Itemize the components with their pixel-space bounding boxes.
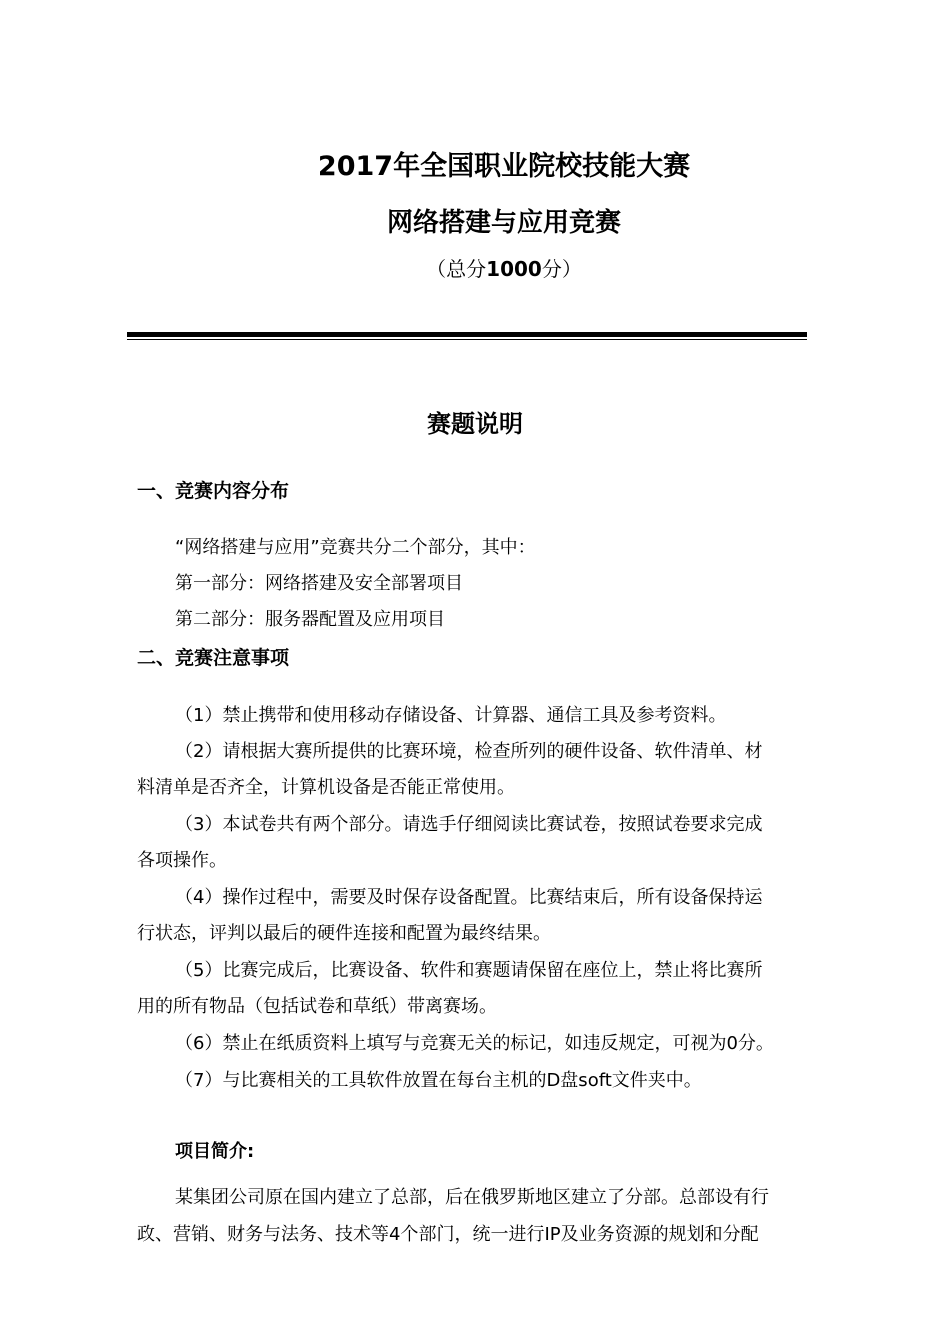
title-divider-thin — [127, 339, 807, 340]
rule-3-line-1: （3）本试卷共有两个部分。请选手仔细阅读比赛试卷，按照试卷要求完成 — [175, 814, 763, 835]
sub-title: 网络搭建与应用竞赛 — [386, 208, 621, 238]
rule-5-line-1: （5）比赛完成后，比赛设备、软件和赛题请保留在座位上，禁止将比赛所 — [175, 960, 763, 981]
rule-1: （1）禁止携带和使用移动存储设备、计算器、通信工具及参考资料。 — [175, 705, 727, 726]
part1-item-2: 第二部分：服务器配置及应用项目 — [175, 609, 445, 630]
rule-6: （6）禁止在纸质资料上填写与竞赛无关的标记，如违反规定，可视为0分。 — [175, 1033, 774, 1054]
part2-heading: 二、竞赛注意事项 — [137, 647, 290, 669]
rule-4-line-2: 行状态，评判以最后的硬件连接和配置为最终结果。 — [137, 923, 551, 944]
project-line-1: 某集团公司原在国内建立了总部，后在俄罗斯地区建立了分部。总部设有行 — [175, 1187, 769, 1208]
total-score — [0, 255, 950, 283]
part1-intro: “网络搭建与应用”竞赛共分二个部分，其中： — [175, 537, 536, 558]
rule-2-line-2: 料清单是否齐全，计算机设备是否能正常使用。 — [137, 777, 515, 798]
rule-7: （7）与比赛相关的工具软件放置在每台主机的D盘soft文件夹中。 — [175, 1070, 702, 1091]
rule-2-line-1: （2）请根据大赛所提供的比赛环境，检查所列的硬件设备、软件清单、材 — [175, 741, 763, 762]
part1-item-1: 第一部分：网络搭建及安全部署项目 — [175, 573, 463, 594]
rule-3-line-2: 各项操作。 — [137, 850, 227, 871]
main-title: 2017年全国职业院校技能大赛 — [317, 151, 691, 182]
title-divider-thick — [127, 332, 807, 337]
project-line-2: 政、营销、财务与法务、技术等4个部门，统一进行IP及业务资源的规划和分配 — [137, 1224, 759, 1245]
section-title: 赛题说明 — [427, 410, 523, 438]
total-score-suffix: 分） — [541, 257, 582, 281]
rule-5-line-2: 用的所有物品（包括试卷和草纸）带离赛场。 — [137, 996, 497, 1017]
part1-heading: 一、竞赛内容分布 — [137, 480, 290, 502]
total-score-prefix: （总分 — [426, 257, 487, 281]
project-heading: 项目简介: — [175, 1141, 255, 1162]
total-score-value: 1000 — [486, 257, 542, 281]
rule-4-line-1: （4）操作过程中，需要及时保存设备配置。比赛结束后，所有设备保持运 — [175, 887, 763, 908]
